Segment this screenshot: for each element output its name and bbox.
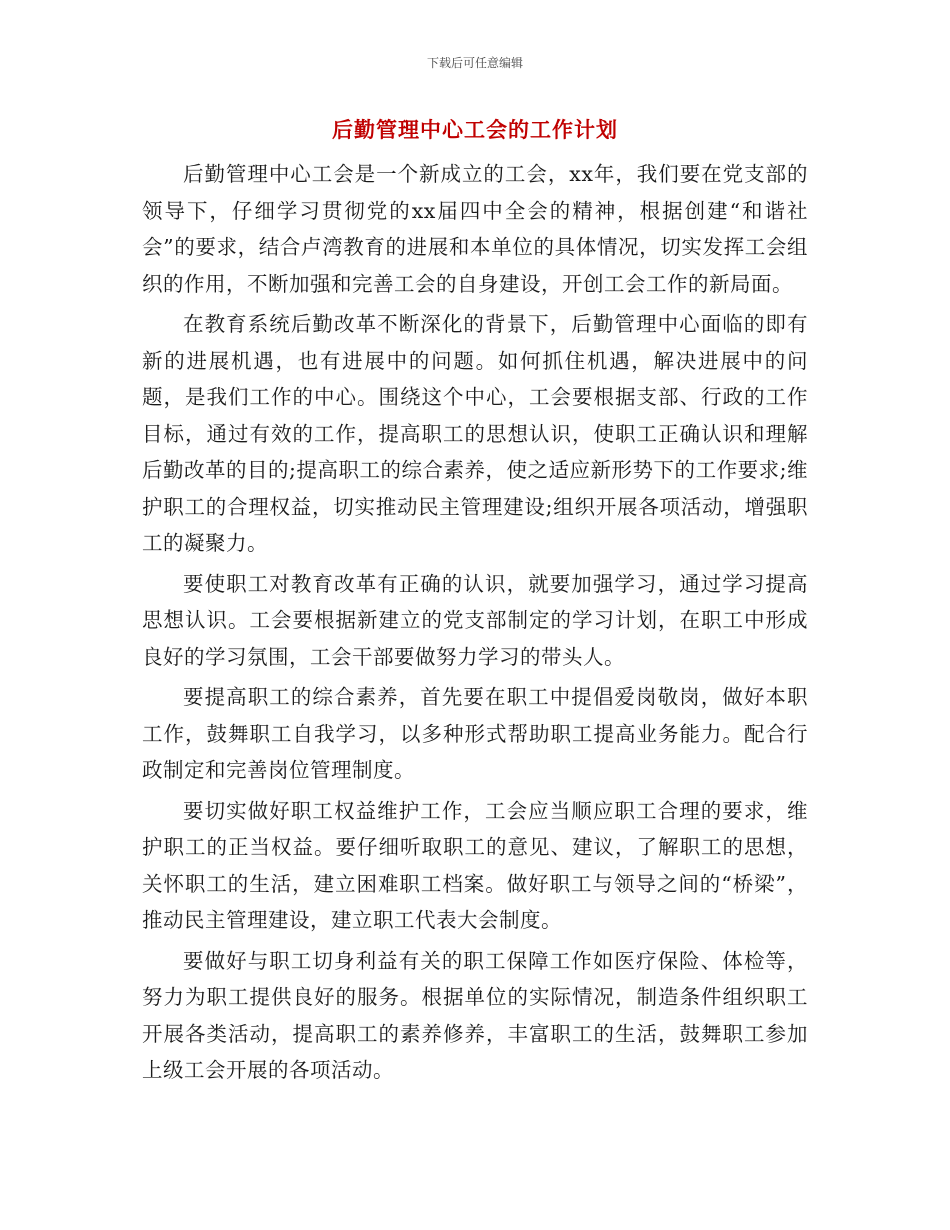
document-body [142,156,808,1093]
paragraph-4: 要提高职工的综合素养，首先要在职工中提倡爱岗敬岗，做好本职工作，鼓舞职工自我学习，以多种形式帮助职工提高业务能力。配合行政制定和完善岗位管理制度。 [142,685,808,782]
paragraph-1: 后勤管理中心工会是一个新成立的工会，xx年，我们要在党支部的领导下，仔细学习贯彻党的xx届四中全会的精神，根据创建“和谐社会”的要求，结合卢湾教育的进展和本单位的具体情况，切实发挥工会组织的作用，不断加强和完善工会的自身建设，开创工会工作的新局面。 [142,162,808,296]
paragraph-6: 要做好与职工切身利益有关的职工保障工作如医疗保险、体检等，努力为职工提供良好的服务。根据单位的实际情况，制造条件组织职工开展各类活动，提高职工的素养修养，丰富职工的生活，鼓舞职工参加上级工会开展的各项活动。 [142,948,808,1082]
paragraph-3: 要使职工对教育改革有正确的认识，就要加强学习，通过学习提高思想认识。工会要根据新建立的党支部制定的学习计划，在职工中形成良好的学习氛围，工会干部要做努力学习的带头人。 [142,571,808,669]
document-title: 后勤管理中心工会的工作计划 [332,117,618,142]
header-note: 下载后可任意编辑 [426,56,523,70]
paragraph-5: 要切实做好职工权益维护工作，工会应当顺应职工合理的要求，维护职工的正当权益。要仔细听取职工的意见、建议，了解职工的思想，关怀职工的生活，建立困难职工档案。做好职工与领导之间的“桥梁”，推动民主管理建设，建立职工代表大会制度。 [142,798,808,932]
paragraph-2: 在教育系统后勤改革不断深化的背景下，后勤管理中心面临的即有新的进展机遇，也有进展中的问题。如何抓住机遇，解决进展中的问题，是我们工作的中心。围绕这个中心，工会要根据支部、行政的工作目标，通过有效的工作，提高职工的思想认识，使职工正确认识和理解后勤改革的目的;提高职工的综合素养，使之适应新形势下的工作要求;维护职工的合理权益，切实推动民主管理建设;组织开展各项活动，增强职工的凝聚力。 [142,312,808,555]
